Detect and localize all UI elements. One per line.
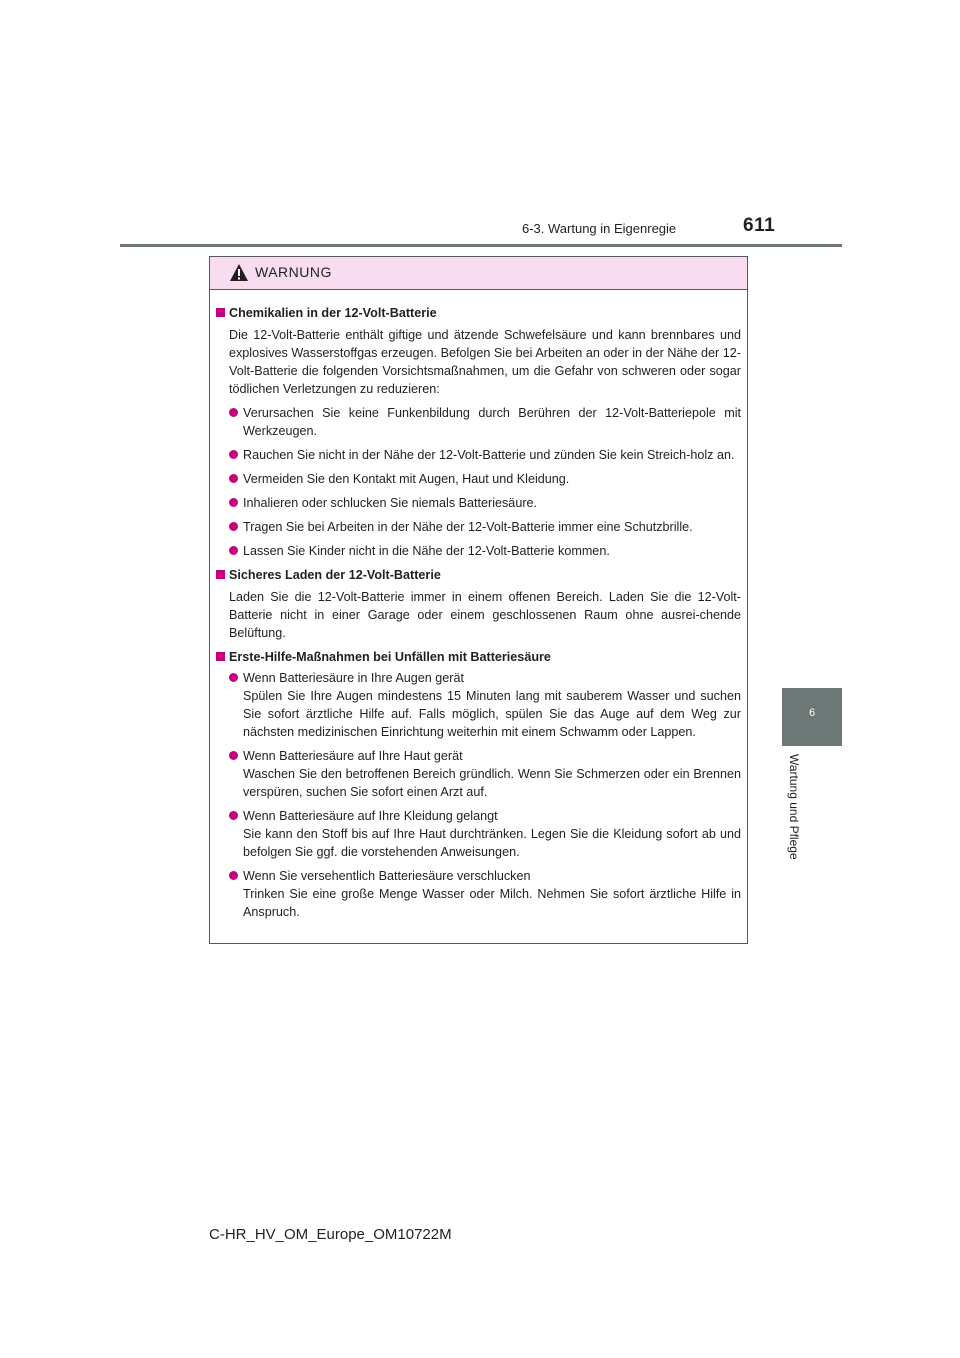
list-item-body: Spülen Sie Ihre Augen mindestens 15 Minuten lang mit sauberem Wasser und suchen Sie sofort ärztliche Hilfe auf. Falls möglich, spülen Sie das Auge auf dem Weg zur nächsten medizinischen Einrichtung weiterhin mit einem Schwamm oder Lappen. xyxy=(243,689,741,739)
round-bullet-icon xyxy=(229,474,238,483)
section-paragraph: Laden Sie die 12-Volt-Batterie immer in einem offenen Bereich. Laden Sie die 12-Volt-Batterie nicht in einer Garage oder einem geschlossenen Raum ohne ausrei-chende Belüftung. xyxy=(229,590,741,640)
list-item-text xyxy=(243,669,741,741)
section-heading xyxy=(216,304,741,322)
list-item xyxy=(229,747,741,801)
round-bullet-icon xyxy=(229,522,238,531)
square-bullet-icon xyxy=(216,652,225,661)
list-item xyxy=(229,542,741,560)
page-number: 611 xyxy=(743,215,776,236)
square-bullet-icon xyxy=(216,570,225,579)
list-item-text: Vermeiden Sie den Kontakt mit Augen, Haut und Kleidung. xyxy=(243,472,570,486)
list-item-text: Rauchen Sie nicht in der Nähe der 12-Volt-Batterie und zünden Sie kein Streich-holz an. xyxy=(243,448,735,462)
round-bullet-icon xyxy=(229,498,238,507)
warning-header xyxy=(210,257,747,290)
list-item-text: Verursachen Sie keine Funkenbildung durch Berühren der 12-Volt-Batteriepole mit Werkzeugen. xyxy=(243,406,741,438)
section-battery-chemicals xyxy=(216,304,741,560)
round-bullet-icon xyxy=(229,450,238,459)
section-heading-text: Erste-Hilfe-Maßnahmen bei Unfällen mit Batteriesäure xyxy=(229,650,551,664)
warning-box xyxy=(209,256,748,944)
list-item-text: Tragen Sie bei Arbeiten in der Nähe der 12-Volt-Batterie immer eine Schutzbrille. xyxy=(243,520,693,534)
section-heading xyxy=(216,648,741,666)
round-bullet-icon xyxy=(229,408,238,417)
list-item-text: Inhalieren oder schlucken Sie niemals Batteriesäure. xyxy=(243,496,538,510)
list-item-heading: Wenn Sie versehentlich Batteriesäure verschlucken xyxy=(243,869,531,883)
list-item-body: Waschen Sie den betroffenen Bereich gründlich. Wenn Sie Schmerzen oder ein Brennen verspüren, suchen Sie sofort einen Arzt auf. xyxy=(243,767,741,799)
square-bullet-icon xyxy=(216,308,225,317)
warning-content xyxy=(210,289,747,921)
list-item-heading: Wenn Batteriesäure auf Ihre Kleidung gelangt xyxy=(243,809,498,823)
list-item xyxy=(229,494,741,512)
list-item-body: Trinken Sie eine große Menge Wasser oder Milch. Nehmen Sie sofort ärztliche Hilfe in Anspruch. xyxy=(243,887,741,919)
chapter-tab xyxy=(782,688,842,746)
list-item-heading: Wenn Batteriesäure auf Ihre Haut gerät xyxy=(243,749,463,763)
section-heading-text: Sicheres Laden der 12-Volt-Batterie xyxy=(229,568,441,582)
list-item xyxy=(229,518,741,536)
list-item-text xyxy=(243,807,741,861)
warning-title: WARNUNG xyxy=(255,264,332,280)
round-bullet-icon xyxy=(229,811,238,820)
header-rule xyxy=(120,244,842,247)
round-bullet-icon xyxy=(229,871,238,880)
list-item-text xyxy=(243,747,741,801)
section-heading xyxy=(216,566,741,584)
header-section-title: 6-3. Wartung in Eigenregie xyxy=(522,221,677,236)
chapter-tab-number: 6 xyxy=(808,707,816,719)
list-item xyxy=(229,807,741,861)
chapter-side-label: Wartung und Pflege xyxy=(787,754,801,860)
list-item xyxy=(229,470,741,488)
list-item xyxy=(229,446,741,464)
round-bullet-icon xyxy=(229,673,238,682)
section-paragraph: Die 12-Volt-Batterie enthält giftige und ätzende Schwefelsäure und kann brennbares und explosives Wasserstoffgas erzeugen. Befolgen Sie bei Arbeiten an oder in der Nähe der 12-Volt-Batterie die folgenden Vorsichtsmaßnahmen, um die Gefahr von schweren oder sogar tödlichen Verletzungen zu reduzieren: xyxy=(229,328,741,396)
list-item-text xyxy=(243,867,741,921)
list-item xyxy=(229,404,741,440)
list-item-body: Sie kann den Stoff bis auf Ihre Haut durchtränken. Legen Sie die Kleidung sofort ab und befolgen Sie ggf. die vorstehenden Anweisungen. xyxy=(243,827,741,859)
list-item xyxy=(229,669,741,741)
round-bullet-icon xyxy=(229,546,238,555)
list-item xyxy=(229,867,741,921)
warning-triangle-icon xyxy=(229,263,249,282)
section-heading-text: Chemikalien in der 12-Volt-Batterie xyxy=(229,306,437,320)
footer-document-id: C-HR_HV_OM_Europe_OM10722M xyxy=(209,1226,452,1243)
round-bullet-icon xyxy=(229,751,238,760)
list-item-heading: Wenn Batteriesäure in Ihre Augen gerät xyxy=(243,671,464,685)
section-safe-charging xyxy=(216,566,741,642)
list-item-text: Lassen Sie Kinder nicht in die Nähe der 12-Volt-Batterie kommen. xyxy=(243,544,610,558)
section-first-aid xyxy=(216,648,741,921)
